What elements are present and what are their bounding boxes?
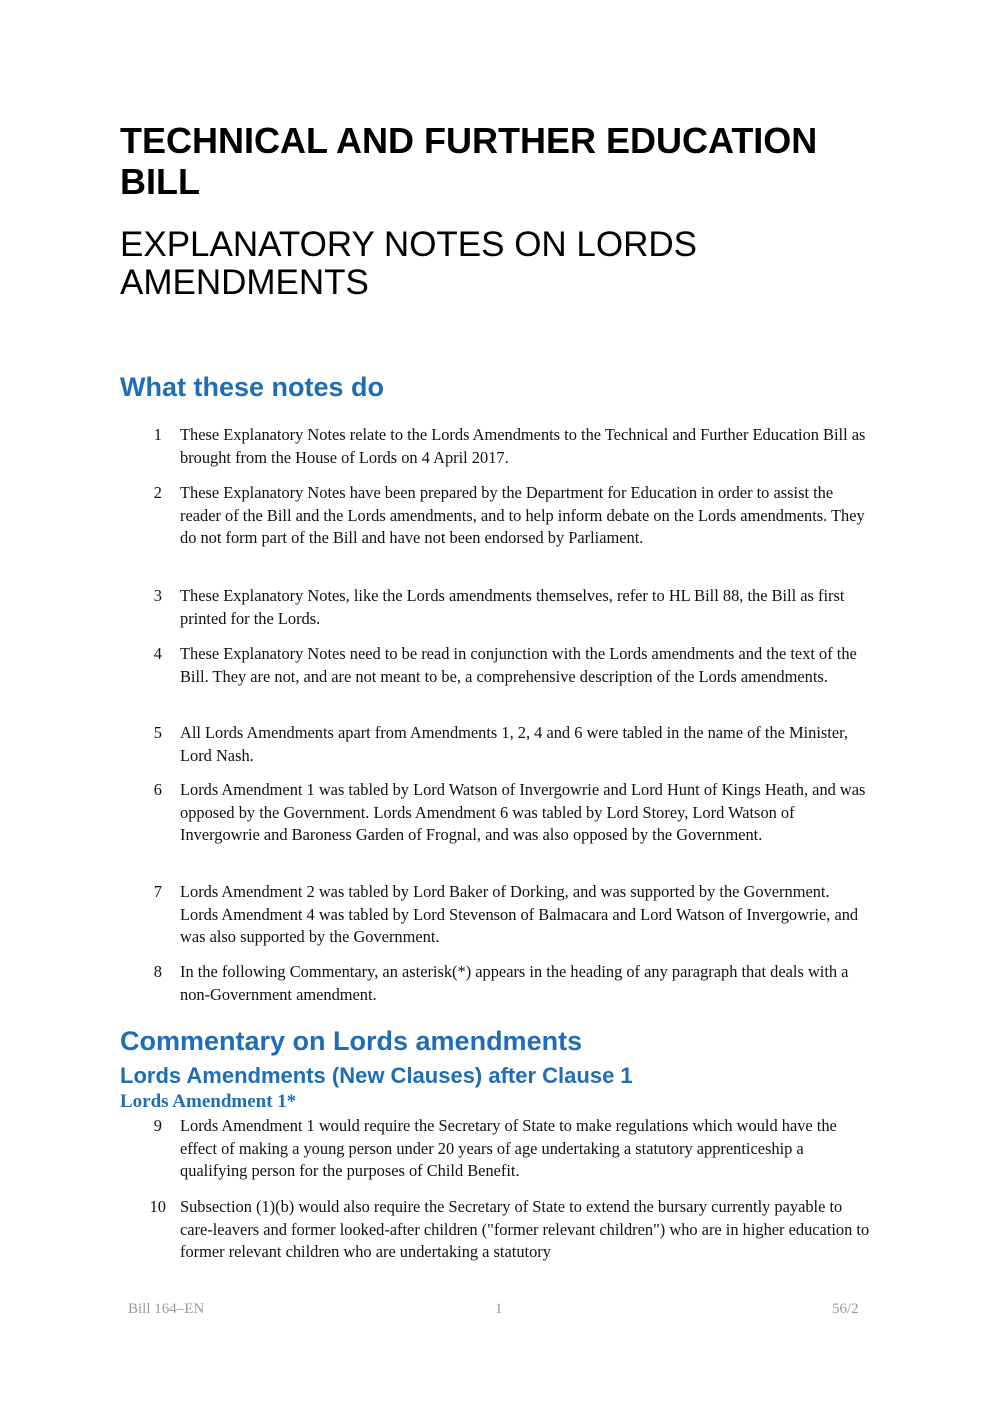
document-title: TECHNICAL AND FURTHER EDUCATION BILL [120,120,818,202]
paragraph-text: These Explanatory Notes, like the Lords amendments themselves, refer to HL Bill 88, the Bill as first printed for the Lords. [180,586,845,628]
paragraph-text: Lords Amendment 1 was tabled by Lord Watson of Invergowrie and Lord Hunt of Kings Heath, and was opposed by the Government. Lords Amendment 6 was tabled by Lord Storey, Lord Watson of Invergowrie and Baroness Garden of Frognal, and was also opposed by the Government. [180,780,866,844]
section-heading-what-these-notes-do: What these notes do [120,372,385,402]
paragraph-number: 8 [153,962,162,981]
paragraph-text: Lords Amendment 1 would require the Secretary of State to make regulations which would have the effect of making a young person under 20 years of age undertaking a statutory apprenticeship a qualifying person for the purposes of Child Benefit. [180,1116,837,1180]
paragraph-number: 2 [153,483,162,502]
paragraph-5 [140,722,870,767]
paragraph-text: These Explanatory Notes need to be read in conjunction with the Lords amendments and the text of the Bill. They are not, and are not meant to be, a comprehensive description of the Lords amendments. [180,644,857,686]
paragraph-number: 1 [153,425,162,444]
paragraph-number: 7 [153,882,162,901]
paragraph-10 [140,1196,870,1264]
paragraph-number: 3 [153,586,162,605]
subsection-heading-new-clauses: Lords Amendments (New Clauses) after Clause 1 [120,1063,633,1088]
paragraph-number: 9 [153,1116,162,1135]
document-subtitle: EXPLANATORY NOTES ON LORDS AMENDMENTS [120,225,698,302]
paragraph-1 [140,424,870,469]
section-heading-commentary: Commentary on Lords amendments [120,1026,583,1056]
amendment-heading: Lords Amendment 1* [120,1091,297,1112]
paragraph-text: Subsection (1)(b) would also require the Secretary of State to extend the bursary currently payable to care-leavers and former looked-after children ("former relevant children") who are in higher education to former relevant children who are undertaking a statutory [180,1197,870,1261]
paragraph-text: These Explanatory Notes relate to the Lords Amendments to the Technical and Further Education Bill as brought from the House of Lords on 4 April 2017. [180,425,866,467]
paragraph-6 [140,779,870,847]
paragraph-text: These Explanatory Notes have been prepared by the Department for Education in order to assist the reader of the Bill and the Lords amendments, and to help inform debate on the Lords amendments. They do not form part of the Bill and have not been endorsed by Parliament. [180,483,865,547]
paragraph-number: 6 [153,780,162,799]
paragraph-text: Lords Amendment 2 was tabled by Lord Baker of Dorking, and was supported by the Government. Lords Amendment 4 was tabled by Lord Stevenson of Balmacara and Lord Watson of Invergowrie, and was also supported by the Government. [180,882,859,946]
paragraph-text: In the following Commentary, an asterisk(*) appears in the heading of any paragraph that deals with a non-Government amendment. [180,962,849,1004]
paragraph-8 [140,961,870,1006]
paragraph-number: 5 [153,723,162,742]
paragraph-7 [140,881,870,949]
footer-bill-reference: Bill 164–EN [128,1301,205,1317]
paragraph-9 [140,1115,870,1183]
paragraph-text: All Lords Amendments apart from Amendments 1, 2, 4 and 6 were tabled in the name of the Minister, Lord Nash. [180,723,849,765]
footer-page-number: 1 [495,1301,503,1317]
paragraph-4 [140,643,870,688]
paragraph-3 [140,585,870,630]
footer-print-reference: 56/2 [832,1301,859,1317]
paragraph-2 [140,482,870,550]
paragraph-number: 4 [153,644,162,663]
paragraph-number: 10 [149,1197,166,1216]
